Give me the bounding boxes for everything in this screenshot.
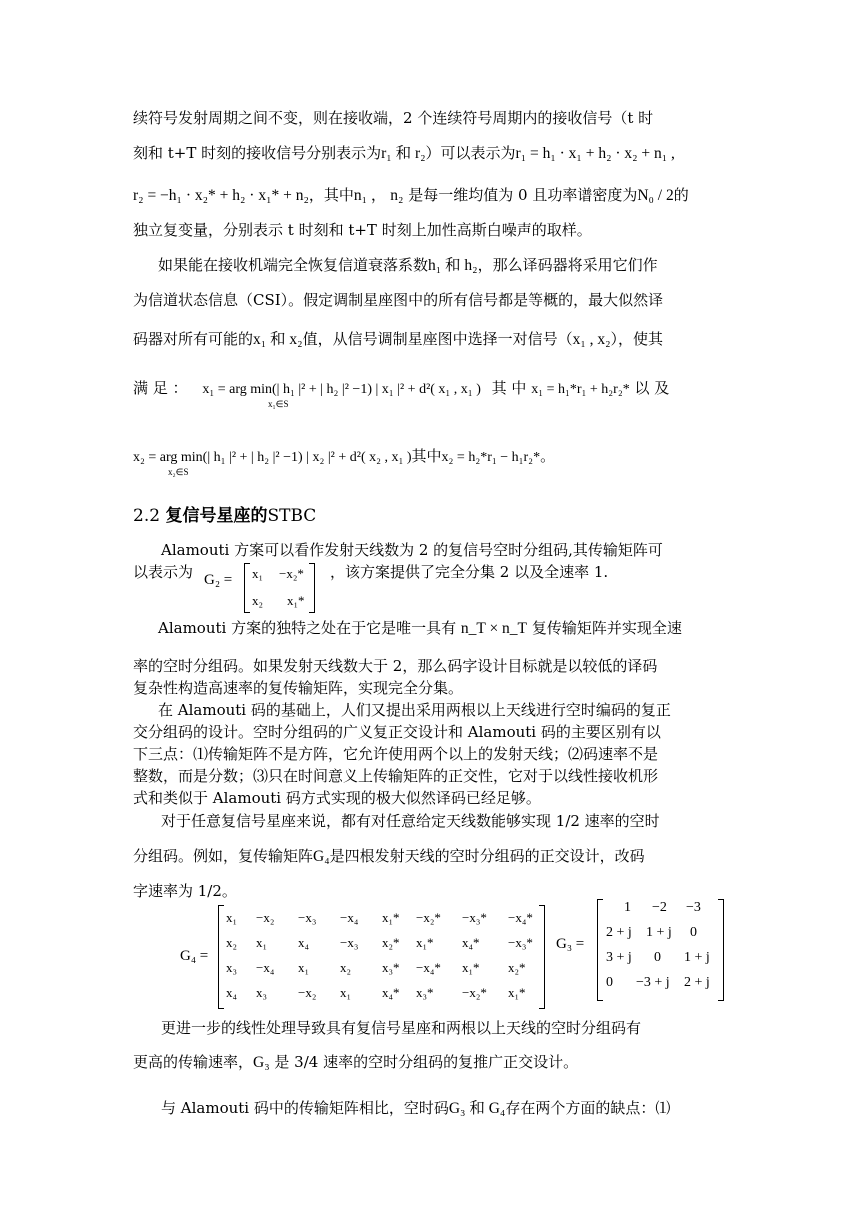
text-fragment: ）可以表示为	[425, 144, 516, 162]
g4-cell: x₂	[340, 960, 352, 975]
g4-cell: x₁*	[508, 985, 526, 1000]
matrix-bracket-left	[597, 899, 603, 1001]
text-fragment: ，其中	[308, 186, 354, 204]
text-fragment: 的	[673, 186, 689, 204]
text-fragment: 是 3/4 速率的空时分组码的复推广正交设计。	[274, 1053, 579, 1071]
text-line: 下三点：⑴传输矩阵不是方阵，它允许使用两个以上的发射天线；⑵码速率不是	[133, 745, 659, 763]
matrix-bracket-right	[309, 563, 315, 613]
section-heading	[133, 504, 316, 528]
text-fragment: 满 足 ：	[133, 379, 188, 397]
g3-cell: −3 + j	[636, 975, 670, 990]
text-line	[133, 329, 739, 350]
section-title-tail: STBC	[267, 506, 317, 526]
text-fragment: 码器对所有可能的	[133, 330, 254, 348]
text-line: 率的空时分组码。如果发射天线数大于 2，那么码字设计目标就是以较低的译码	[133, 657, 658, 675]
formula: r₂ = −h₁ · x₂* + h₂ · x₁* + n₂	[133, 187, 309, 204]
g4-cell: x₂*	[382, 935, 400, 950]
g4-cell: −x₃	[340, 935, 359, 950]
g4-label: G₄ =	[180, 948, 209, 964]
g4-cell: −x₂*	[416, 910, 441, 925]
text-line: 复杂性构造高速率的复传输矩阵，实现完全分集。	[133, 679, 464, 697]
text-fragment: 如果能在接收机端完全恢复信道衰落系数	[158, 256, 429, 274]
text-fragment: 分组码。例如，复传输矩阵	[133, 847, 314, 865]
text-line	[133, 846, 739, 867]
text-fragment: ，那么译码器将采用它们作	[477, 256, 658, 274]
g4-cell: x₁	[298, 960, 310, 975]
g3-cell: 1 + j	[646, 925, 672, 940]
g3-cell: 1	[624, 900, 631, 915]
g4-cell: x₃*	[382, 960, 400, 975]
g4-cell: x₁*	[416, 935, 434, 950]
formula: x₁ = h₁*r₁ + h₂r₂*	[531, 382, 630, 397]
g4-cell: x₃	[256, 985, 268, 1000]
text-fragment: 其中	[411, 447, 442, 465]
formula: G₄	[313, 848, 330, 865]
text-line: 式和类似于 Alamouti 码方式实现的极大似然译码已经足够。	[133, 789, 541, 807]
section-title: 复信号星座的	[165, 506, 268, 526]
text-line	[133, 446, 739, 468]
formula: x₁ = arg min(| h₁ |² + | h₂ |² −1) | x₁ |² + d²( x₁ , x₁ )	[202, 382, 481, 397]
g4-cell: x₁*	[462, 960, 480, 975]
text-line	[133, 1052, 739, 1073]
g4-cell: x₃*	[416, 985, 434, 1000]
text-fragment: 。	[540, 447, 556, 465]
text-fragment: 是四根发射天线的空时分组码的正交设计，改码	[329, 847, 645, 865]
formula: r₁ = h₁ · x₁ + h₂ · x₂ + n₁ ,	[515, 145, 675, 162]
g4-cell: −x₄	[256, 960, 275, 975]
text-fragment: 与 Alamouti 码中的传输矩阵相比，空时码	[161, 1099, 449, 1117]
formula: x₁ , x₂	[572, 331, 611, 348]
g4-cell: x₄*	[462, 935, 480, 950]
text-line: 续符号发射周期之间不变，则在接收端，2 个连续符号周期内的接收信号（t 时	[133, 109, 654, 127]
text-line	[158, 255, 764, 276]
text-fragment: 其 中	[491, 379, 527, 397]
formula: n_T × n_T	[460, 620, 528, 637]
matrix-bracket-right	[539, 905, 545, 1009]
matrix-bracket-right	[718, 899, 724, 1001]
g4-cell: x₁*	[382, 910, 400, 925]
g4-cell: −x₂*	[462, 985, 487, 1000]
text-fragment: 更高的传输速率，	[133, 1053, 254, 1071]
g4-cell: −x₃	[298, 910, 317, 925]
formula: x₂ = h₂*r₁ − h₁r₂*	[441, 450, 541, 465]
formula: G₃	[253, 1054, 270, 1071]
g3-cell: 3 + j	[606, 950, 632, 965]
text-line: 更进一步的线性处理导致具有复信号星座和两根以上天线的空时分组码有	[161, 1019, 642, 1037]
g4-cell: −x₃*	[508, 935, 533, 950]
text-line	[133, 143, 739, 164]
g3-cell: 2 + j	[606, 925, 632, 940]
text-line: 对于任意复信号星座来说，都有对任意给定天线数能够实现 1/2 速率的空时	[161, 812, 660, 830]
g2-cell: −x₂*	[279, 566, 304, 581]
g4-cell: x₂	[226, 935, 238, 950]
text-fragment: 存在两个方面的缺点：⑴	[505, 1099, 671, 1117]
g3-cell: −2	[652, 900, 667, 915]
text-line	[133, 185, 739, 206]
text-line: 独立复变量，分别表示 t 时刻和 t+T 时刻上加性高斯白噪声的取样。	[133, 221, 592, 239]
formula: x₂ = arg min(| h₁ |² + | h₂ |² −1) | x₂ |² + d²( x₂ , x₁ )	[133, 450, 412, 465]
text-fragment: 值，从信号调制星座图中选择一对信号（	[302, 330, 573, 348]
text-line	[161, 1098, 767, 1119]
g3-cell: 1 + j	[684, 950, 710, 965]
text-fragment: 是每一维均值为 0 且功率谱密度为	[408, 186, 638, 204]
g4-cell: x₄*	[382, 985, 400, 1000]
text-line: 整数，而是分数；⑶只在时间意义上传输矩阵的正交性，它对于以线性接收机形	[133, 767, 659, 785]
text-fragment: 以 及	[634, 379, 670, 397]
g3-cell: 0	[690, 925, 697, 940]
g4-cell: x₁	[256, 935, 268, 950]
text-line: 交分组码的设计。空时分组码的广义复正交设计和 Alamouti 码的主要区别有以	[133, 723, 661, 741]
g2-cell: x₂	[252, 593, 264, 608]
formula-subscript: x₁∈S	[268, 399, 289, 409]
text-line: ，该方案提供了完全分集 2 以及全速率 1.	[330, 563, 609, 581]
g4-cell: −x₂	[298, 985, 317, 1000]
text-fragment: ），使其	[610, 330, 664, 348]
g4-cell: −x₂	[256, 910, 275, 925]
text-line	[133, 378, 739, 400]
g4-cell: x₄	[226, 985, 238, 1000]
text-line	[158, 618, 764, 639]
g2-cell: x₁*	[287, 593, 305, 608]
g4-cell: x₄	[298, 935, 310, 950]
formula: N₀ / 2	[637, 187, 674, 204]
g2-label: G₂ =	[204, 572, 233, 588]
g4-cell: −x₃*	[462, 910, 487, 925]
g3-cell: −3	[686, 900, 701, 915]
formula: x₁ 和 x₂	[253, 331, 303, 348]
g4-cell: −x₄	[340, 910, 359, 925]
section-number: 2.2	[133, 506, 161, 526]
g2-cell: x₁	[252, 566, 264, 581]
g3-cell: 0	[606, 975, 613, 990]
formula: G₃ 和 G₄	[448, 1100, 506, 1117]
g4-cell: x₃	[226, 960, 238, 975]
text-fragment: 刻和 t+T 时刻的接收信号分别表示为	[133, 144, 382, 162]
text-line: 在 Alamouti 码的基础上，人们又提出采用两根以上天线进行空时编码的复正	[158, 701, 671, 719]
text-fragment: 复传输矩阵并实现全速	[531, 619, 682, 637]
text-line: 字速率为 1/2。	[133, 882, 237, 900]
g4-cell: x₁	[226, 910, 238, 925]
formula-subscript: x₂∈S	[168, 467, 189, 477]
matrix-bracket-left	[244, 563, 250, 613]
g4-cell: x₁	[340, 985, 352, 1000]
g4-cell: −x₄*	[416, 960, 441, 975]
g4-cell: x₂*	[508, 960, 526, 975]
text-fragment: Alamouti 方案的独特之处在于它是唯一具有	[158, 619, 457, 637]
formula: r₁ 和 r₂	[381, 145, 426, 162]
g3-label: G₃ =	[556, 936, 585, 952]
text-line: 以表示为	[133, 563, 194, 581]
g3-cell: 2 + j	[684, 975, 710, 990]
g3-cell: 0	[654, 950, 661, 965]
g4-cell: −x₄*	[508, 910, 533, 925]
formula: h₁ 和 h₂	[428, 257, 478, 274]
matrix-bracket-left	[218, 905, 224, 1009]
text-line: Alamouti 方案可以看作发射天线数为 2 的复信号空时分组码,其传输矩阵可	[161, 541, 663, 559]
formula: n₁ ， n₂	[353, 187, 404, 204]
text-line: 为信道状态信息（CSI）。假定调制星座图中的所有信号都是等概的，最大似然译	[133, 291, 664, 309]
